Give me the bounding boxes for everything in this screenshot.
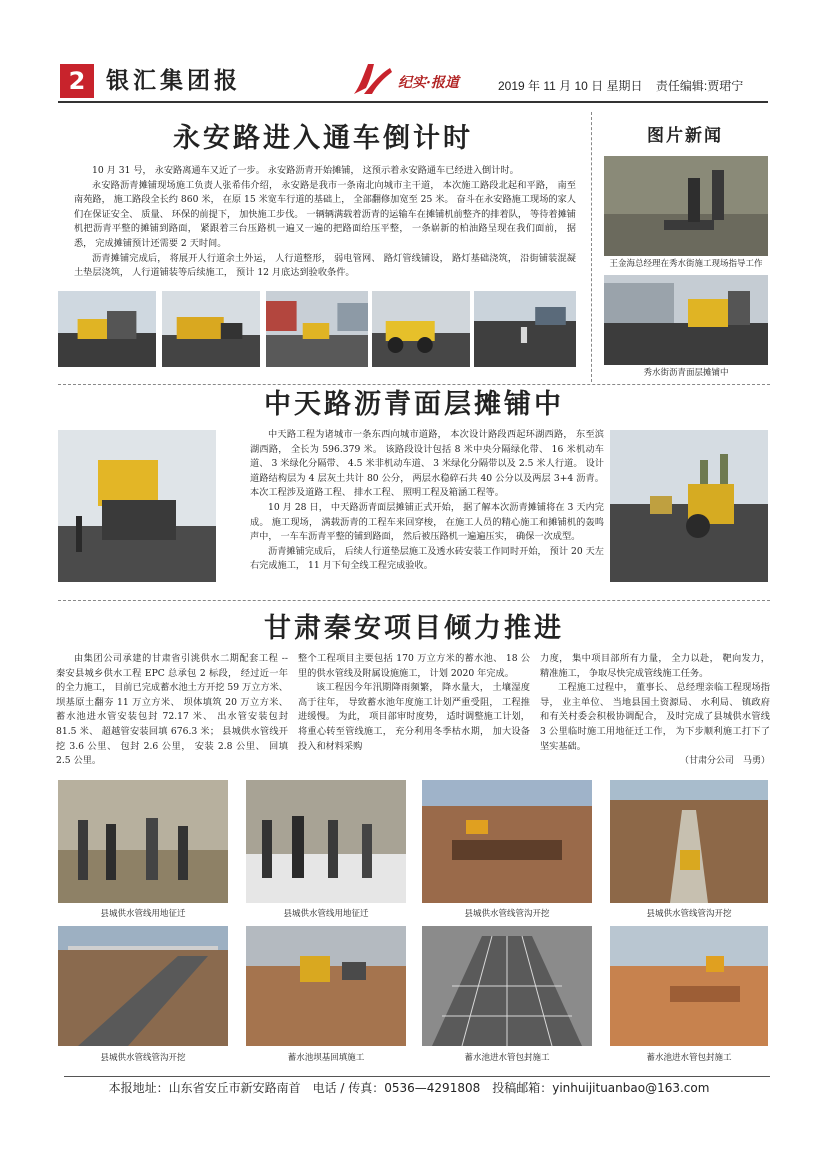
site-photo — [610, 780, 768, 903]
article3-column-3 — [540, 652, 770, 768]
article1-title: 永安路进入通车倒计时 — [173, 123, 473, 154]
site-photo — [246, 780, 406, 903]
section-divider — [58, 384, 770, 385]
site-photo-caption: 蓄水池进水管包封施工 — [646, 1053, 732, 1063]
article3-column-2 — [298, 652, 530, 754]
site-photo-caption: 县城供水管线用地征迁 — [283, 909, 369, 919]
section-name: 纪实·报道 — [398, 75, 459, 91]
article3-paragraph: 力度， 集中项目部所有力量， 全力以赴， 靶向发力， 精准施工， 争取尽快完成管线施工任务。 — [540, 653, 770, 679]
article1-paragraph: 10 月 31 号， 永安路离通车又近了一步。 永安路沥青开始摊铺， 这预示着永安路通车已经进入倒计时。 — [92, 165, 519, 176]
paper-name: 银汇集团报 — [106, 67, 241, 94]
news-photo-paving — [604, 275, 768, 365]
masthead-rule — [58, 101, 768, 103]
article3-paragraph: 由集团公司承建的甘肃省引洮供水二期配套工程 -- 秦安县城乡供水工程 EPC 总承包 2 标段， 经过近一年的全力施工， 目前已完成蓄水池土方开挖 59 万立方米、 坝基原土翻夯 11 万立方米、 坝体填筑 20 万立方米、 蓄水池进水管安装包封 72.17 米、 出水管安装包封 81.5 米、 超越管安装回填 676.3 米； 县城供水管线开挖 3.6 公里、 包封 2.6 公里， 安装 2.8 公里、 回填 2.5 公里。 — [56, 653, 288, 767]
editor-credit: 责任编辑:贾珺宁 — [655, 79, 744, 93]
site-photo-caption: 蓄水池坝基回填施工 — [287, 1053, 365, 1063]
site-photo-caption: 县城供水管线管沟开挖 — [464, 909, 550, 919]
article3-paragraph: 工程施工过程中， 董事长、 总经理亲临工程现场指导， 业主单位、 当地县国土资源局、 水利局、 镇政府和有关村委会积极协调配合， 及时完成了县城供水管线 3 公里临时施工用地征迁工作， 为下步顺利施工打下了坚实基础。 — [540, 682, 770, 752]
article3-paragraph: 整个工程项目主要包括 170 万立方米的蓄水池、 18 公里的供水管线及附属设施施工， 计划 2020 年完成。 — [298, 653, 530, 679]
paving-photo — [266, 291, 368, 367]
article2-paragraph: 10 月 28 日， 中天路沥青面层摊铺正式开始， 据了解本次沥青摊铺将在 3 天内完成。 施工现场， 满载沥青的工程车来回穿梭， 在施工人员的精心施工和摊铺机的轰鸣声中， 一车车沥青平整的铺到路面， 然后被压路机一遍遍压实， 确保一次成型。 — [250, 501, 604, 543]
site-photo — [610, 926, 768, 1046]
article2-paragraph: 沥青摊铺完成后， 后续人行道垫层施工及透水砖安装工作同时开始， 预计 20 天左右完成施工， 11 月下旬全线工程完成验收。 — [250, 545, 604, 572]
section-divider — [58, 600, 770, 601]
article1-paragraph: 沥青摊铺完成后， 将展开人行道余土外运， 人行道整形， 弱电管网、 路灯管线铺设， 路灯基础浇筑， 沿街铺装混凝土垫层浇筑， 人行道铺装等后续施工， 预计 12 月底达到验收条件。 — [74, 252, 576, 279]
article3-paragraph: 该工程因今年汛期降雨频繁， 降水量大， 土壤湿度高于往年， 导致蓄水池年度施工计划严重受阻， 工程推进缓慢。 为此， 项目部审时度势， 适时调整施工计划， 将重心转至管线施工， 充分利用冬季枯水期， 加大设备投入和材料采购 — [298, 682, 530, 752]
photo-news-heading: 图片新闻 — [647, 126, 723, 146]
paving-photo — [474, 291, 576, 367]
article2-paragraph: 中天路工程为诸城市一条东西向城市道路， 本次设计路段西起环湖西路， 东至滨湖西路， 全长为 596.379 米。 该路段设计包括 8 米中央分隔绿化带、 16 米机动车道、 3 米绿化分隔带、 4.5 米非机动车道、 3 米绿化分隔带以及 2.5 米人行道。 设计道路结构层为 4 层灰土共计 80 公分， 两层水稳碎石共 40 公分以及两层 3+4 沥青。 本次工程涉及道路工程、 排水工程、 照明工程及箱涵工程等。 — [250, 429, 604, 499]
logo-icon — [350, 58, 394, 98]
article3-column-1 — [56, 652, 288, 769]
paver-photo — [58, 430, 216, 582]
news-photo-caption: 王金海总经理在秀水街施工现场指导工作 — [609, 259, 763, 269]
news-photo-site-visit — [604, 156, 768, 256]
article3-title: 甘肃秦安项目倾力推进 — [264, 613, 564, 644]
issue-date — [498, 78, 743, 94]
footer-contact: 本报地址：山东省安丘市新安路南首 电话 / 传真：0536—4291808 投稿邮箱：yinhuijituanbao@163.com — [108, 1081, 710, 1095]
site-photo-caption: 县城供水管线管沟开挖 — [646, 909, 732, 919]
roller-photo — [610, 430, 768, 582]
paving-photo — [58, 291, 156, 367]
paving-photo — [162, 291, 260, 367]
article1-body — [74, 164, 576, 281]
article1-paragraph: 永安路沥青摊铺现场施工负责人张希伟介绍， 永安路是我市一条南北向城市主干道， 本次施工路段北起和平路， 南至南苑路， 施工路段全长约 860 米， 在原 15 米宽车行道的基础上， 全部翻修加宽至 25 米。 奋斗在永安路施工现场的家人们在保证安全、 质量、 环保的前提下， 加快施工步伐。 一辆辆满载着沥青的运输车在摊铺机前整齐的排着队， 等待着摊铺机把沥青平整的摊铺到路面， 紧跟着三台压路机一遍又一遍的把路面给压平整， 一条崭新的柏油路呈现在我们面前， 据悉， 完成摊铺预计还需要 2 天时间。 — [74, 179, 576, 249]
paving-photo — [372, 291, 470, 367]
site-photo — [58, 926, 228, 1046]
site-photo-caption: 蓄水池进水管包封施工 — [464, 1053, 550, 1063]
site-photo — [422, 926, 592, 1046]
date-text: 2019 年 11 月 10 日 星期日 — [498, 79, 643, 93]
site-photo — [58, 780, 228, 903]
article3-signature: （甘肃分公司 马勇） — [679, 756, 770, 767]
site-photo-caption: 县城供水管线管沟开挖 — [100, 1053, 186, 1063]
article2-title: 中天路沥青面层摊铺中 — [264, 389, 564, 420]
footer-rule — [64, 1076, 770, 1077]
article2-body — [250, 428, 604, 574]
site-photo — [422, 780, 592, 903]
page-number-badge: 2 — [60, 64, 94, 98]
site-photo-caption: 县城供水管线用地征迁 — [100, 909, 186, 919]
site-photo — [246, 926, 406, 1046]
news-photo-caption: 秀水街沥青面层摊铺中 — [643, 368, 729, 378]
column-divider — [591, 112, 592, 382]
